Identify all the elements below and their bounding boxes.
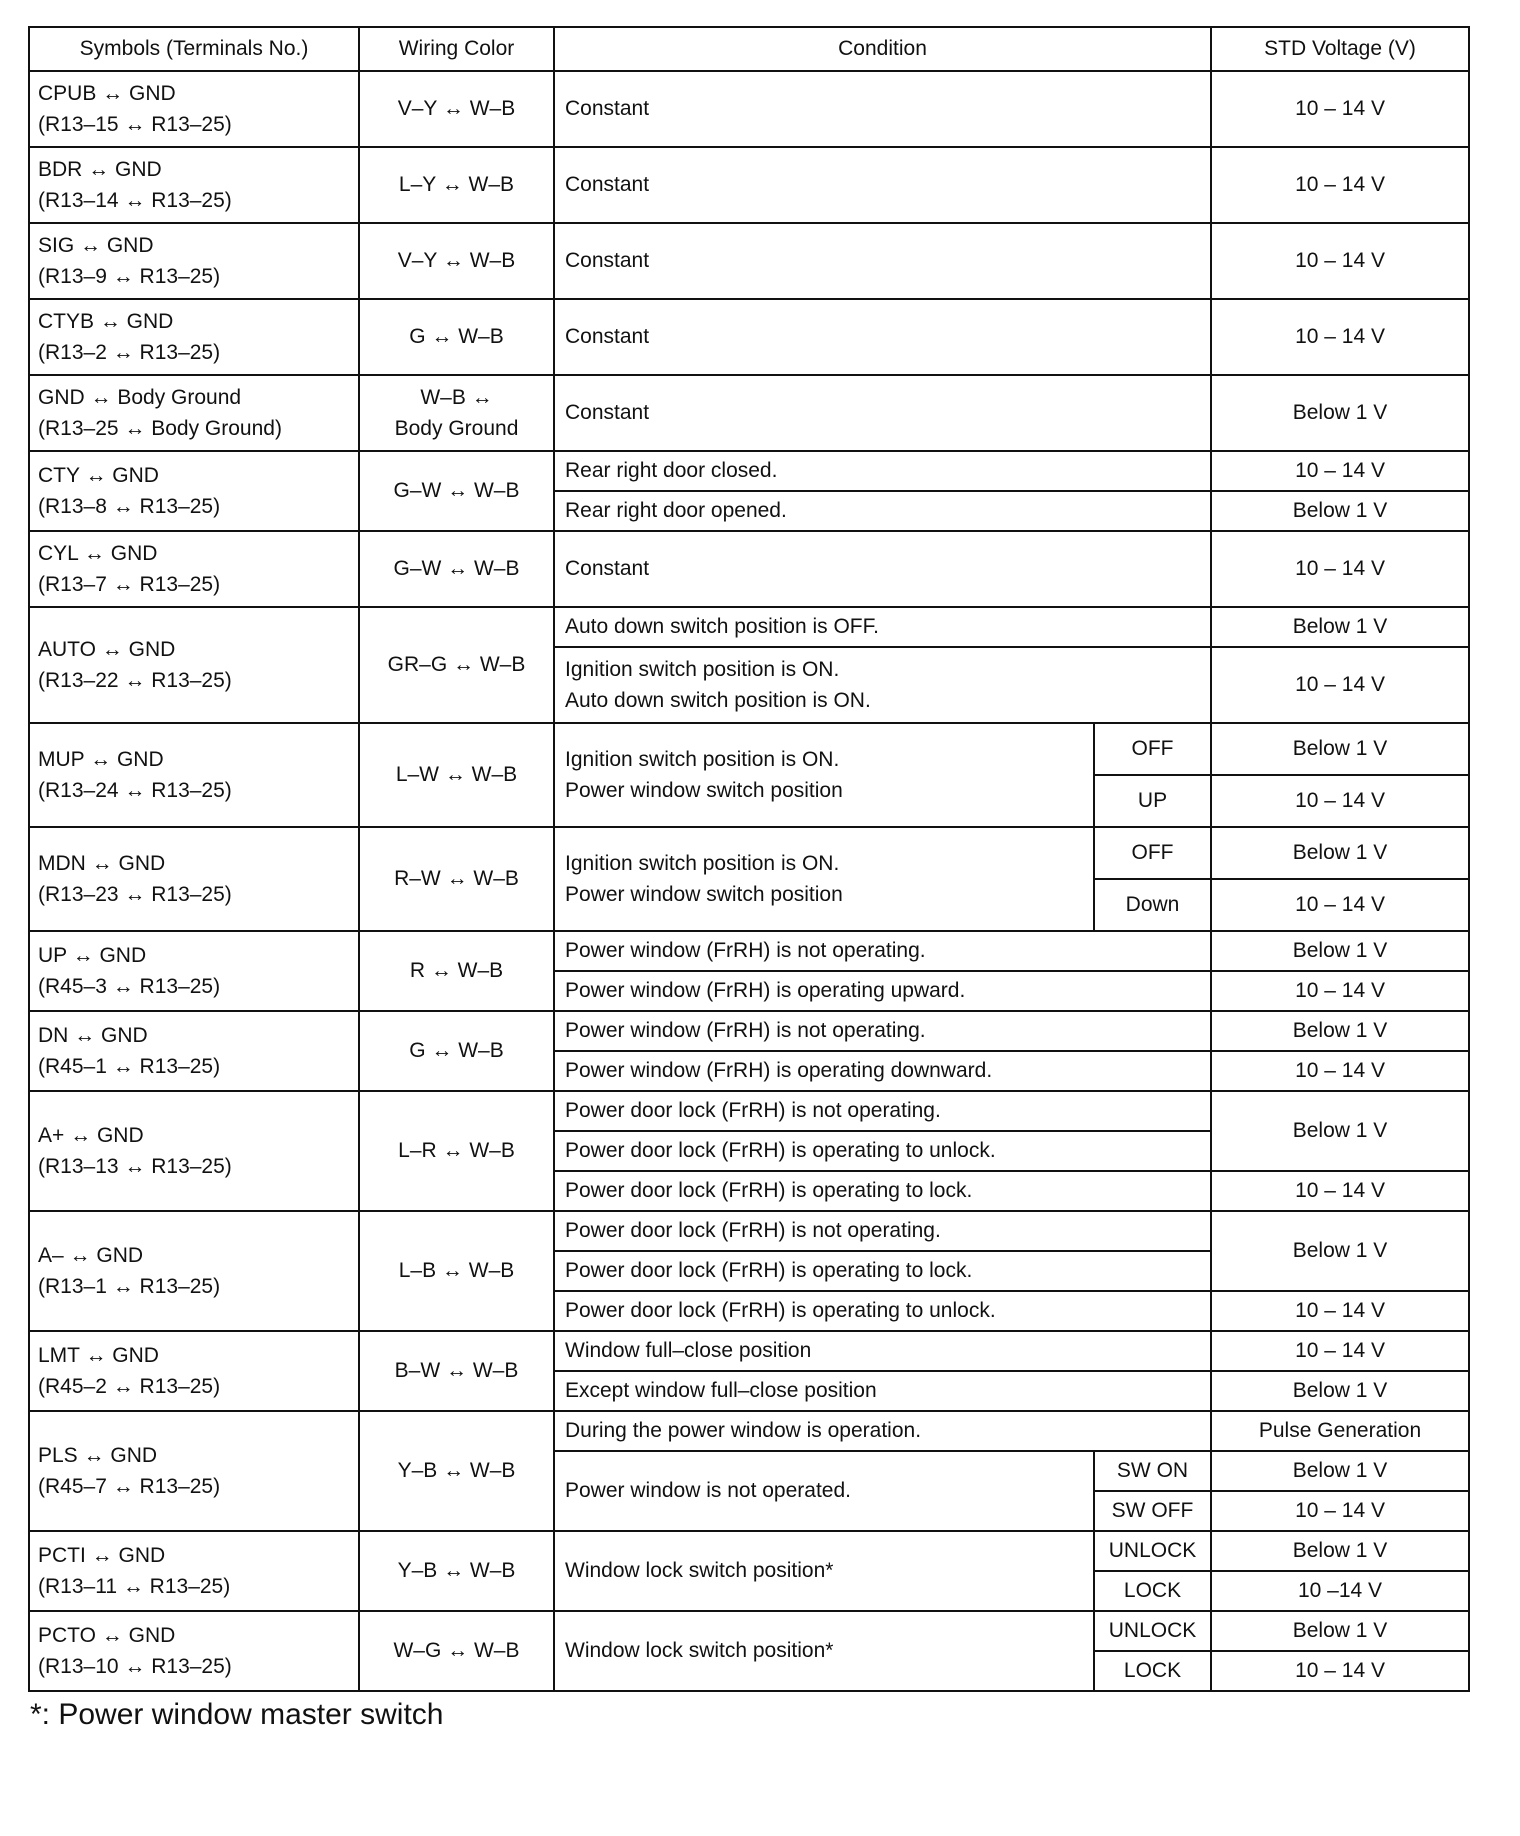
wiring-cell: R–W ↔ W–B: [359, 827, 554, 931]
switch-position-cell: UNLOCK: [1094, 1531, 1211, 1571]
wiring-cell: L–Y ↔ W–B: [359, 147, 554, 223]
header-condition: Condition: [554, 27, 1211, 71]
symbol-cell: A+ ↔ GND (R13–13 ↔ R13–25): [29, 1091, 359, 1211]
voltage-cell: 10 – 14 V: [1211, 531, 1469, 607]
symbol-cell: MUP ↔ GND (R13–24 ↔ R13–25): [29, 723, 359, 827]
table-row: [29, 1011, 1469, 1051]
condition-cell: Constant: [554, 531, 1211, 607]
wiring-cell: W–G ↔ W–B: [359, 1611, 554, 1691]
voltage-spec-document: [28, 26, 1468, 1732]
condition-cell: Auto down switch position is OFF.: [554, 607, 1211, 647]
voltage-cell: Below 1 V: [1211, 1451, 1469, 1491]
header-symbols: Symbols (Terminals No.): [29, 27, 359, 71]
condition-cell: Rear right door closed.: [554, 451, 1211, 491]
table-row: [29, 147, 1469, 223]
voltage-cell: Below 1 V: [1211, 1211, 1469, 1291]
condition-cell: Power window (FrRH) is operating upward.: [554, 971, 1211, 1011]
condition-cell: Power door lock (FrRH) is not operating.: [554, 1211, 1211, 1251]
wiring-cell: L–B ↔ W–B: [359, 1211, 554, 1331]
voltage-cell: 10 – 14 V: [1211, 879, 1469, 931]
voltage-cell: 10 – 14 V: [1211, 647, 1469, 723]
condition-cell: Except window full–close position: [554, 1371, 1211, 1411]
symbol-cell: MDN ↔ GND (R13–23 ↔ R13–25): [29, 827, 359, 931]
switch-position-cell: LOCK: [1094, 1571, 1211, 1611]
table-row: [29, 827, 1469, 879]
table-row: [29, 71, 1469, 147]
voltage-cell: 10 – 14 V: [1211, 1051, 1469, 1091]
voltage-cell: Below 1 V: [1211, 827, 1469, 879]
condition-cell: Rear right door opened.: [554, 491, 1211, 531]
condition-cell: Constant: [554, 223, 1211, 299]
symbol-cell: CPUB ↔ GND (R13–15 ↔ R13–25): [29, 71, 359, 147]
symbol-cell: UP ↔ GND (R45–3 ↔ R13–25): [29, 931, 359, 1011]
symbol-cell: PCTI ↔ GND (R13–11 ↔ R13–25): [29, 1531, 359, 1611]
voltage-cell: 10 – 14 V: [1211, 1171, 1469, 1211]
voltage-cell: Below 1 V: [1211, 1011, 1469, 1051]
condition-cell: Ignition switch position is ON. Power window switch position: [554, 827, 1094, 931]
symbol-cell: DN ↔ GND (R45–1 ↔ R13–25): [29, 1011, 359, 1091]
voltage-cell: 10 –14 V: [1211, 1571, 1469, 1611]
symbol-cell: PLS ↔ GND (R45–7 ↔ R13–25): [29, 1411, 359, 1531]
voltage-cell: Below 1 V: [1211, 1091, 1469, 1171]
table-header-row: [29, 27, 1469, 71]
voltage-cell: 10 – 14 V: [1211, 775, 1469, 827]
symbol-cell: CYL ↔ GND (R13–7 ↔ R13–25): [29, 531, 359, 607]
switch-position-cell: OFF: [1094, 723, 1211, 775]
condition-cell: Constant: [554, 299, 1211, 375]
condition-cell: Power window (FrRH) is operating downward.: [554, 1051, 1211, 1091]
wiring-cell: GR–G ↔ W–B: [359, 607, 554, 723]
voltage-cell: Below 1 V: [1211, 375, 1469, 451]
header-std-voltage: STD Voltage (V): [1211, 27, 1469, 71]
condition-cell: Constant: [554, 71, 1211, 147]
table-row: [29, 299, 1469, 375]
wiring-cell: Y–B ↔ W–B: [359, 1411, 554, 1531]
table-row: [29, 607, 1469, 647]
condition-cell: Power door lock (FrRH) is operating to unlock.: [554, 1131, 1211, 1171]
symbol-cell: SIG ↔ GND (R13–9 ↔ R13–25): [29, 223, 359, 299]
condition-cell: Power window (FrRH) is not operating.: [554, 931, 1211, 971]
voltage-cell: Below 1 V: [1211, 1611, 1469, 1651]
table-row: [29, 375, 1469, 451]
voltage-cell: 10 – 14 V: [1211, 299, 1469, 375]
switch-position-cell: OFF: [1094, 827, 1211, 879]
table-row: [29, 1211, 1469, 1251]
table-row: [29, 531, 1469, 607]
wiring-cell: Y–B ↔ W–B: [359, 1531, 554, 1611]
condition-cell: Power door lock (FrRH) is operating to lock.: [554, 1251, 1211, 1291]
condition-cell: Window lock switch position*: [554, 1611, 1094, 1691]
voltage-cell: 10 – 14 V: [1211, 223, 1469, 299]
voltage-cell: 10 – 14 V: [1211, 1291, 1469, 1331]
voltage-cell: 10 – 14 V: [1211, 1491, 1469, 1531]
wiring-cell: G ↔ W–B: [359, 299, 554, 375]
table-row: [29, 1331, 1469, 1371]
condition-cell: Power window is not operated.: [554, 1451, 1094, 1531]
condition-cell: Window lock switch position*: [554, 1531, 1094, 1611]
symbol-cell: CTYB ↔ GND (R13–2 ↔ R13–25): [29, 299, 359, 375]
table-row: [29, 451, 1469, 491]
condition-cell: Power door lock (FrRH) is operating to unlock.: [554, 1291, 1211, 1331]
switch-position-cell: UNLOCK: [1094, 1611, 1211, 1651]
switch-position-cell: Down: [1094, 879, 1211, 931]
voltage-cell: Below 1 V: [1211, 1531, 1469, 1571]
voltage-cell: 10 – 14 V: [1211, 147, 1469, 223]
table-row: [29, 223, 1469, 299]
voltage-cell: 10 – 14 V: [1211, 1331, 1469, 1371]
symbol-cell: A– ↔ GND (R13–1 ↔ R13–25): [29, 1211, 359, 1331]
voltage-cell: 10 – 14 V: [1211, 1651, 1469, 1691]
voltage-cell: Pulse Generation: [1211, 1411, 1469, 1451]
voltage-cell: 10 – 14 V: [1211, 71, 1469, 147]
voltage-cell: Below 1 V: [1211, 723, 1469, 775]
wiring-cell: B–W ↔ W–B: [359, 1331, 554, 1411]
symbol-cell: CTY ↔ GND (R13–8 ↔ R13–25): [29, 451, 359, 531]
voltage-cell: 10 – 14 V: [1211, 971, 1469, 1011]
table-row: [29, 1411, 1469, 1451]
wiring-cell: L–W ↔ W–B: [359, 723, 554, 827]
table-row: [29, 1091, 1469, 1131]
table-row: [29, 1531, 1469, 1571]
symbol-cell: GND ↔ Body Ground (R13–25 ↔ Body Ground): [29, 375, 359, 451]
wiring-cell: R ↔ W–B: [359, 931, 554, 1011]
switch-position-cell: SW ON: [1094, 1451, 1211, 1491]
voltage-cell: Below 1 V: [1211, 607, 1469, 647]
condition-cell: During the power window is operation.: [554, 1411, 1211, 1451]
condition-cell: Constant: [554, 147, 1211, 223]
condition-cell: Constant: [554, 375, 1211, 451]
footnote: *: Power window master switch: [30, 1698, 444, 1731]
symbol-cell: BDR ↔ GND (R13–14 ↔ R13–25): [29, 147, 359, 223]
symbol-cell: LMT ↔ GND (R45–2 ↔ R13–25): [29, 1331, 359, 1411]
symbol-cell: PCTO ↔ GND (R13–10 ↔ R13–25): [29, 1611, 359, 1691]
terminal-voltage-table: [28, 26, 1470, 1692]
symbol-cell: AUTO ↔ GND (R13–22 ↔ R13–25): [29, 607, 359, 723]
voltage-cell: Below 1 V: [1211, 1371, 1469, 1411]
table-row: [29, 1611, 1469, 1651]
wiring-cell: W–B ↔ Body Ground: [359, 375, 554, 451]
table-row: [29, 723, 1469, 775]
switch-position-cell: UP: [1094, 775, 1211, 827]
condition-cell: Power door lock (FrRH) is not operating.: [554, 1091, 1211, 1131]
condition-cell: Ignition switch position is ON. Auto down switch position is ON.: [554, 647, 1211, 723]
wiring-cell: L–R ↔ W–B: [359, 1091, 554, 1211]
wiring-cell: G–W ↔ W–B: [359, 531, 554, 607]
wiring-cell: V–Y ↔ W–B: [359, 71, 554, 147]
table-row: [29, 931, 1469, 971]
condition-cell: Ignition switch position is ON. Power window switch position: [554, 723, 1094, 827]
wiring-cell: G ↔ W–B: [359, 1011, 554, 1091]
voltage-cell: Below 1 V: [1211, 491, 1469, 531]
switch-position-cell: LOCK: [1094, 1651, 1211, 1691]
condition-cell: Power door lock (FrRH) is operating to lock.: [554, 1171, 1211, 1211]
voltage-cell: 10 – 14 V: [1211, 451, 1469, 491]
condition-cell: Window full–close position: [554, 1331, 1211, 1371]
header-wiring-color: Wiring Color: [359, 27, 554, 71]
voltage-cell: Below 1 V: [1211, 931, 1469, 971]
wiring-cell: G–W ↔ W–B: [359, 451, 554, 531]
wiring-cell: V–Y ↔ W–B: [359, 223, 554, 299]
switch-position-cell: SW OFF: [1094, 1491, 1211, 1531]
condition-cell: Power window (FrRH) is not operating.: [554, 1011, 1211, 1051]
